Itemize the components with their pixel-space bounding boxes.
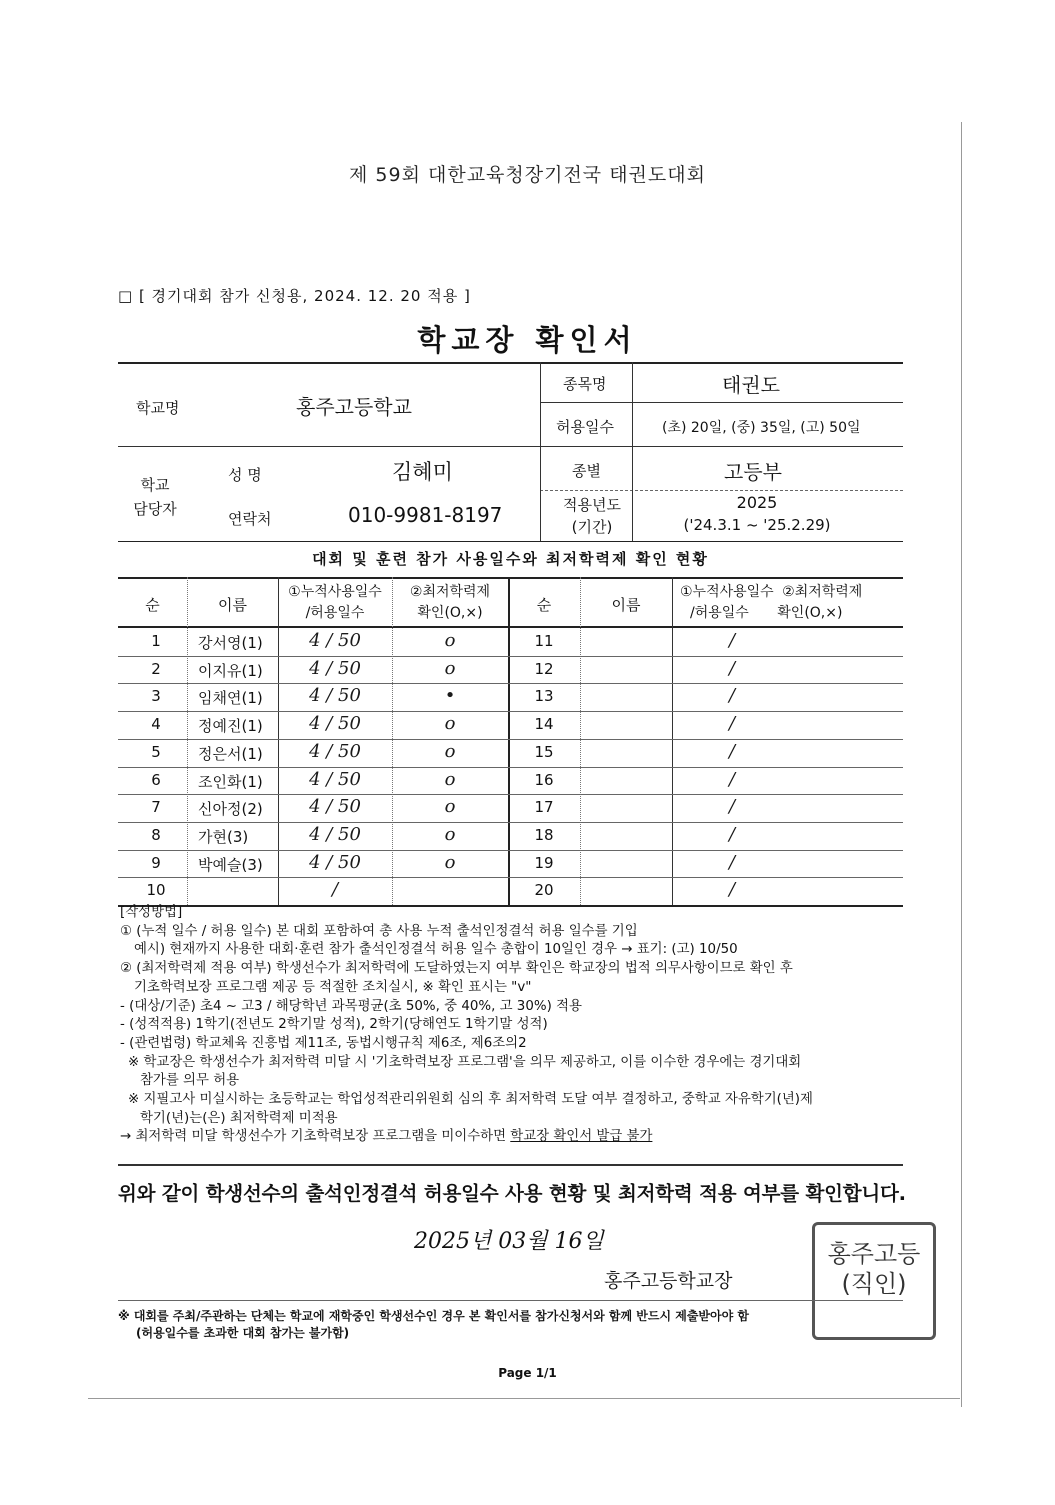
col-header-no-right: 순 <box>536 596 552 614</box>
note-4: 기초학력보장 프로그램 제공 등 적절한 조치실시, ※ 확인 표시는 "v" <box>134 979 532 995</box>
row-divider <box>118 767 903 768</box>
apply-year: 2025 <box>736 493 778 512</box>
col-header-check-right-line2: 확인(O,×) <box>777 605 843 621</box>
col-header-days-line2: /허용일수 <box>305 605 365 621</box>
row-check: o <box>444 851 456 873</box>
row-divider <box>118 711 903 712</box>
row-days-right: / <box>728 740 736 762</box>
row-no-right: 13 <box>534 687 554 706</box>
row-divider <box>118 739 903 740</box>
row-check: o <box>444 630 456 651</box>
notes-heading: [작성방법] <box>120 905 183 920</box>
row-days-right: / <box>728 879 736 901</box>
row-divider <box>118 683 903 684</box>
signature-date: 2025년 03월 16일 <box>414 1229 604 1254</box>
row-days: 4 / 50 <box>309 823 361 845</box>
note-11: 학기(년)는(은) 최저학력제 미적용 <box>140 1110 338 1126</box>
confirmation-statement: 위와 같이 학생선수의 출석인정결석 허용일수 사용 현황 및 최저학력 적용 여부를 확인합니다. <box>118 1182 906 1205</box>
notes-bottom-border <box>118 1164 903 1166</box>
col-header-days-right-line2: /허용일수 <box>690 605 749 621</box>
contact-label <box>130 473 180 521</box>
note-10: ※ 지필고사 미실시하는 초등학교는 학업성적관리위원회 심의 후 최저학력 도달 여부 결정하고, 중학교 자유학기(년)제 <box>128 1092 813 1108</box>
col-header-days <box>278 582 392 624</box>
row-name: 이지유(1) <box>198 661 263 680</box>
apply-year-label-line2: (기간) <box>571 518 613 536</box>
event-label: 종목명 <box>563 375 607 393</box>
col-header-days-line1: ①누적사용일수 <box>288 584 382 600</box>
contact-phone: 010-9981-8197 <box>348 503 503 527</box>
table-row <box>118 628 903 655</box>
apply-year-label <box>552 494 632 538</box>
row-days: 4 / 50 <box>309 630 361 651</box>
row-no: 4 <box>151 715 161 734</box>
row-no: 9 <box>151 853 161 872</box>
apply-period: ('24.3.1 ~ '25.2.29) <box>683 516 831 534</box>
footnote-divider <box>118 1300 903 1301</box>
allowed-days-label: 허용일수 <box>556 418 614 436</box>
col-header-name: 이름 <box>218 596 247 614</box>
table-row <box>118 739 903 766</box>
row-check: o <box>444 823 456 845</box>
row-days: 4 / 50 <box>309 796 361 818</box>
row-check: o <box>444 796 456 818</box>
info-table-bottom-border <box>118 541 903 542</box>
row-divider <box>118 794 903 795</box>
contact-phone-label: 연락처 <box>228 510 272 528</box>
footnote-line-2: (허용일수를 초과한 대회 참가는 불가함) <box>136 1326 350 1340</box>
page-number: Page 1/1 <box>498 1366 557 1380</box>
row-divider <box>118 877 903 878</box>
scan-bottom-line <box>88 1398 960 1399</box>
row-name: 임채연(1) <box>198 689 263 708</box>
note-7: - (관련법령) 학교체육 진흥법 제11조, 동법시행규칙 제6조, 제6조의2 <box>120 1035 527 1051</box>
row-days-right: / <box>728 796 736 818</box>
table-row <box>118 794 903 821</box>
row-no-right: 20 <box>534 881 554 900</box>
seal-line-2: (직인) <box>841 1270 907 1298</box>
official-seal <box>812 1222 936 1340</box>
seal-line-1: 홍주고등 <box>827 1240 921 1268</box>
row-days: / <box>331 879 339 901</box>
note-1: ① (누적 일수 / 허용 일수) 본 대회 포함하여 총 사용 누적 출석인정결석 허용 일수를 기입 <box>120 923 638 939</box>
row-no-right: 18 <box>534 825 554 844</box>
col-header-check-line2: 확인(O,×) <box>417 605 483 621</box>
row-name: 박예슬(3) <box>198 855 263 874</box>
row-divider <box>118 850 903 851</box>
row-no: 6 <box>151 770 161 789</box>
writing-method-notes <box>120 904 910 1147</box>
row-no-right: 15 <box>534 742 554 761</box>
row-name: 정은서(1) <box>198 744 263 763</box>
row-check: o <box>444 768 456 790</box>
allowed-days-value: (초) 20일, (중) 35일, (고) 50일 <box>662 420 861 436</box>
table-row <box>118 683 903 710</box>
row-no: 2 <box>151 659 161 678</box>
row-name: 강서영(1) <box>198 634 263 652</box>
info-section-divider <box>118 446 903 447</box>
row-days-right: / <box>728 768 736 790</box>
col-header-check <box>392 582 508 624</box>
row-days-right: / <box>728 823 736 845</box>
info-table-top-border <box>118 362 903 364</box>
event-value: 태권도 <box>722 373 780 397</box>
row-days: 4 / 50 <box>309 740 361 762</box>
table-row <box>118 767 903 794</box>
note-12-emphasis: 학교장 확인서 발급 불가 <box>510 1129 653 1145</box>
note-8: ※ 학교장은 학생선수가 최저학력 미달 시 '기초학력보장 프로그램'을 의무 제공하고, 이를 이수한 경우에는 경기대회 <box>128 1054 802 1070</box>
table-row <box>118 850 903 877</box>
row-no: 5 <box>151 742 161 761</box>
note-2: 예시) 현재까지 사용한 대회·훈련 참가 출석인정결석 허용 일수 총합이 10일인 경우 → 표기: (고) 10/50 <box>134 942 738 958</box>
row-divider <box>118 822 903 823</box>
usage-table-top-border <box>118 577 903 579</box>
note-12 <box>120 1128 910 1147</box>
row-no: 10 <box>146 881 166 900</box>
col-header-check-line1: ②최저학력제 <box>409 584 491 600</box>
row-days-right: / <box>728 851 736 873</box>
info-col-divider-1 <box>540 362 541 541</box>
row-no-right: 11 <box>534 632 554 650</box>
row-check: • <box>444 685 456 707</box>
contact-name-label: 성 명 <box>228 466 262 484</box>
row-no-right: 16 <box>534 770 554 789</box>
col-header-days-right-line1: ①누적사용일수 <box>680 584 774 600</box>
row-days: 4 / 50 <box>309 768 361 790</box>
row-no-right: 19 <box>534 853 554 872</box>
row-days: 4 / 50 <box>309 657 361 679</box>
school-name-label: 학교명 <box>136 399 180 417</box>
row-no: 3 <box>151 687 161 706</box>
row-no-right: 12 <box>534 659 554 678</box>
row-check: o <box>444 713 456 735</box>
category-label: 종별 <box>572 462 601 480</box>
row-no-right: 14 <box>534 715 554 734</box>
apply-year-label-line1: 적용년도 <box>563 496 621 514</box>
col-header-name-right: 이름 <box>611 596 641 614</box>
col-header-right-group <box>680 582 902 624</box>
contact-label-line2: 담당자 <box>133 500 177 518</box>
category-value: 고등부 <box>724 460 782 484</box>
col-header-check-right-line1: ②최저학력제 <box>782 584 863 600</box>
note-12-text: → 최저학력 미달 학생선수가 기초학력보장 프로그램을 미이수하면 <box>120 1129 511 1145</box>
row-no-right: 17 <box>534 798 554 817</box>
row-days: 4 / 50 <box>309 713 361 735</box>
row-days-right: / <box>728 630 736 651</box>
principal-title: 홍주고등학교장 <box>604 1270 733 1292</box>
row-name: 신아정(2) <box>198 800 263 819</box>
row-days: 4 / 50 <box>309 685 361 707</box>
table-row <box>118 656 903 683</box>
usage-table-title: 대회 및 훈련 참가 사용일수와 최저학력제 확인 현황 <box>312 550 709 568</box>
row-divider <box>118 656 903 657</box>
col-header-no: 순 <box>145 596 160 614</box>
page-title: 학교장 확인서 <box>417 323 638 357</box>
row-name: 정예진(1) <box>198 717 263 736</box>
row-days-right: / <box>728 685 736 707</box>
event-header: 제 59회 대한교육청장기전국 태권도대회 <box>349 164 706 186</box>
table-row <box>118 877 903 904</box>
info-row-divider-2 <box>540 490 903 491</box>
contact-name: 김혜미 <box>392 460 453 484</box>
info-col-divider-2 <box>632 362 633 541</box>
scan-edge-line <box>961 122 962 1407</box>
row-days-right: / <box>728 713 736 735</box>
note-9: 참가를 의무 허용 <box>140 1073 240 1089</box>
row-name: 가현(3) <box>198 827 249 846</box>
table-row <box>118 822 903 849</box>
contact-label-line1: 학교 <box>140 476 170 494</box>
note-6: - (성적적용) 1학기(전년도 2학기말 성적), 2학기(당해연도 1학기말 성적) <box>120 1017 548 1033</box>
row-check: o <box>444 740 456 762</box>
row-no: 8 <box>151 825 161 844</box>
footnote-line-1: ※ 대회를 주최/주관하는 단체는 학교에 재학중인 학생선수인 경우 본 확인서를 참가신청서와 함께 반드시 제출받아야 함 <box>118 1309 749 1323</box>
row-no: 1 <box>151 632 161 650</box>
note-3: ② (최저학력제 적용 여부) 학생선수가 최저학력에 도달하였는지 여부 확인은 학교장의 법적 의무사항이므로 확인 후 <box>120 961 793 977</box>
info-row-divider <box>540 402 903 403</box>
footnote <box>118 1308 749 1342</box>
row-days-right: / <box>728 657 736 679</box>
note-5: - (대상/기준) 초4 ~ 고3 / 해당학년 과목평균(초 50%, 중 40%, 고 30%) 적용 <box>120 998 582 1014</box>
row-no: 7 <box>151 798 161 817</box>
row-check: o <box>444 657 456 679</box>
table-row <box>118 711 903 738</box>
school-name: 홍주고등학교 <box>296 395 412 419</box>
form-context: □ [ 경기대회 참가 신청용, 2024. 12. 20 적용 ] <box>118 287 471 305</box>
row-days: 4 / 50 <box>309 851 361 873</box>
row-name: 조인화(1) <box>198 772 263 791</box>
